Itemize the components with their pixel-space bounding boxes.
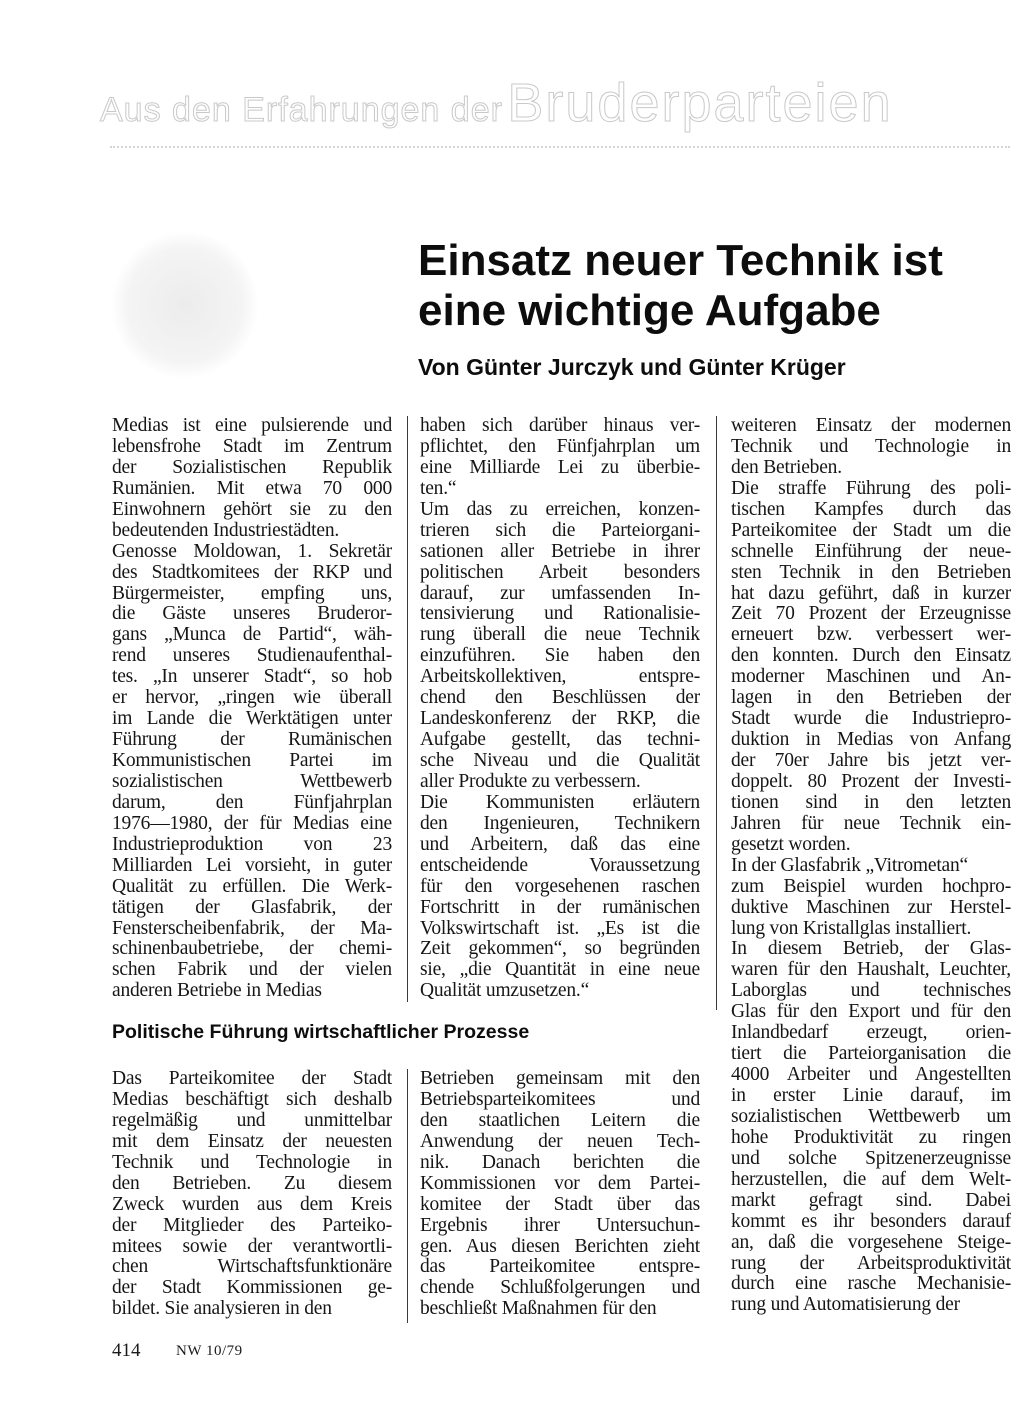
text-line: chend den Beschlüssen der <box>420 688 700 709</box>
issue-label: NW 10/79 <box>176 1343 243 1359</box>
text-line: den Betrieben. Zu diesem <box>112 1173 392 1194</box>
text-column-1 <box>112 416 392 1002</box>
text-line: In der Glasfabrik „Vitrometan“ <box>731 854 969 876</box>
text-column-4 <box>112 1069 392 1320</box>
text-line: Rumänien. Mit etwa 70 000 <box>112 478 392 499</box>
text-line: mitees sowie der verantwortli- <box>112 1236 392 1257</box>
text-line: Zeit gekommen“, so begründen <box>420 939 700 960</box>
text-line: erneuert bzw. verbessert wer- <box>731 625 1011 646</box>
text-line: Inlandbedarf erzeugt, orien- <box>731 1023 1011 1044</box>
text-line: Bürgermeister, empfing uns, <box>112 583 392 604</box>
text-line: tätigen der Glasfabrik, der <box>112 897 392 918</box>
text-line: Fortschritt in der rumänischen <box>420 897 700 918</box>
text-line: im Lande die Werktätigen unter <box>112 709 392 730</box>
text-line: sationen aller Betriebe in ihrer <box>420 541 700 562</box>
text-line: hat dazu geführt, daß in kurzer <box>731 583 1011 604</box>
text-line: lebensfrohe Stadt im Zentrum <box>112 436 392 457</box>
text-line: duktive Maschinen zur Herstel- <box>731 897 1011 918</box>
text-line: rung und Automatisierung der <box>731 1294 960 1316</box>
text-line: Aufgabe gestellt, das techni- <box>420 730 700 751</box>
text-line: entscheidende Voraussetzung <box>420 855 700 876</box>
text-line: sozialistischen Wettbewerb <box>112 771 392 792</box>
text-line: pflichtet, den Fünfjahrplan um <box>420 436 700 457</box>
text-line: die Gäste unseres Bruderor- <box>112 604 392 625</box>
text-line: tensivierung und Rationalisie- <box>420 604 700 625</box>
text-line: rung der Arbeitsproduktivität <box>731 1253 1011 1274</box>
text-line: Betriebsparteikomitees und <box>420 1089 700 1110</box>
text-line: rend unseres Studienaufenthal- <box>112 646 392 667</box>
page-number: 414 <box>112 1340 141 1361</box>
text-line: Genosse Moldowan, 1. Sekretär <box>112 541 392 562</box>
text-line: das Parteikomitee entspre- <box>420 1257 700 1278</box>
text-line: hohe Produktivität zu ringen <box>731 1127 1011 1148</box>
text-line: Anwendung der neuen Tech- <box>420 1131 700 1152</box>
text-line: weiteren Einsatz der modernen <box>731 416 1011 436</box>
text-line: darum, den Fünfjahrplan <box>112 792 392 813</box>
text-line: anderen Betriebe in Medias <box>112 980 322 1002</box>
text-line: des Stadtkomitees der RKP und <box>112 562 392 583</box>
text-line: den Betrieben. <box>731 456 842 478</box>
text-line: sche Niveau und die Qualität <box>420 751 700 771</box>
text-line: der Sozialistischen Republik <box>112 457 392 478</box>
section-header-big: Bruderparteien <box>507 73 893 133</box>
text-line: der Mitglieder des Parteiko- <box>112 1215 392 1236</box>
column-rule-1 <box>407 416 408 1002</box>
text-line: Arbeitskollektiven, entspre- <box>420 667 700 688</box>
text-line: tes. „In unserer Stadt“, so hob <box>112 667 392 688</box>
text-line: in erster Linie darauf, im <box>731 1086 1011 1106</box>
text-column-2 <box>420 416 700 1002</box>
text-line: politischen Arbeit besonders <box>420 562 700 583</box>
text-line: Landeskonferenz der RKP, die <box>420 709 700 730</box>
text-line: bildet. Sie analysieren in den <box>112 1298 332 1320</box>
text-line: Medias ist eine pulsierende und <box>112 416 392 436</box>
text-line: gen. Aus diesen Berichten zieht <box>420 1236 700 1257</box>
text-line: sozialistischen Wettbewerb um <box>731 1106 1011 1127</box>
text-line: 4000 Arbeiter und Angestellten <box>731 1065 1011 1086</box>
text-line: Glas für den Export und für den <box>731 1002 1011 1023</box>
subheading: Politische Führung wirtschaftlicher Prozesse <box>112 1021 530 1043</box>
text-line: gesetzt worden. <box>731 833 851 855</box>
text-line: Qualität zu erfüllen. Die Werk- <box>112 876 392 897</box>
faded-emblem-logo <box>112 232 258 378</box>
text-line: Ergebnis ihrer Untersuchun- <box>420 1215 700 1236</box>
text-line: markt gefragt sind. Dabei <box>731 1190 1011 1211</box>
text-line: Industrieproduktion von 23 <box>112 834 392 855</box>
text-line: Stadt wurde die Industriepro- <box>731 709 1011 730</box>
text-line: duktion in Medias von Anfang <box>731 730 1011 751</box>
text-line: bedeutenden Industriestädten. <box>112 519 340 541</box>
text-line: Parteikomitee der Stadt um die <box>731 520 1011 541</box>
text-column-5 <box>420 1069 700 1320</box>
text-line: Fensterscheibenfabrik, der Ma- <box>112 918 392 939</box>
text-line: Die Kommunisten erläutern <box>420 792 700 813</box>
text-line: Zeit 70 Prozent der Erzeugnisse <box>731 604 1011 625</box>
text-line: durch eine rasche Mechanisie- <box>731 1274 1011 1295</box>
text-line: trieren sich die Parteiorgani- <box>420 520 700 541</box>
section-header-small: Aus den Erfahrungen der <box>100 91 503 129</box>
text-line: Das Parteikomitee der Stadt <box>112 1069 392 1089</box>
text-line: aller Produkte zu verbessern. <box>420 770 641 792</box>
text-line: den Ingenieuren, Technikern <box>420 813 700 834</box>
text-line: Jahren für neue Technik ein- <box>731 813 1011 834</box>
text-line: schnelle Einführung der neue- <box>731 541 1011 562</box>
text-line: chende Schlußfolgerungen und <box>420 1278 700 1299</box>
text-line: den konnten. Durch den Einsatz <box>731 646 1011 667</box>
text-line: gans „Munca de Partid“, wäh- <box>112 625 392 646</box>
text-line: nik. Danach berichten die <box>420 1152 700 1173</box>
text-line: haben sich darüber hinaus ver- <box>420 416 700 436</box>
text-line: schinenbaubetriebe, der chemi- <box>112 939 392 960</box>
title-line-1: Einsatz neuer Technik ist <box>418 236 943 285</box>
text-line: moderner Maschinen und An- <box>731 667 1011 688</box>
text-line: zum Beispiel wurden hochpro- <box>731 876 1011 897</box>
text-line: Qualität umzusetzen.“ <box>420 980 590 1002</box>
text-line: der 70er Jahre bis jetzt ver- <box>731 751 1011 771</box>
text-line: In diesem Betrieb, der Glas- <box>731 939 1011 960</box>
text-line: tischen Kampfes durch das <box>731 499 1011 520</box>
text-line: Laborglas und technisches <box>731 981 1011 1002</box>
text-line: Zweck wurden aus dem Kreis <box>112 1194 392 1215</box>
text-line: tionen sind in den letzten <box>731 792 1011 813</box>
text-line: und Arbeitern, daß das eine <box>420 834 700 855</box>
text-line: für den vorgesehenen raschen <box>420 876 700 897</box>
text-line: Betrieben gemeinsam mit den <box>420 1069 700 1089</box>
text-line: Milliarden Lei vorsieht, in guter <box>112 855 392 876</box>
text-line: tiert die Parteiorganisation die <box>731 1044 1011 1065</box>
text-line: er hervor, „ringen wie überall <box>112 688 392 709</box>
text-line: eine Milliarde Lei zu überbie- <box>420 457 700 478</box>
text-line: sten Technik in den Betrieben <box>731 562 1011 583</box>
text-line: Kommunistischen Partei im <box>112 751 392 771</box>
byline: Von Günter Jurczyk und Günter Krüger <box>418 354 846 380</box>
text-line: den staatlichen Leitern die <box>420 1110 700 1131</box>
text-line: Kommissionen vor dem Partei- <box>420 1173 700 1194</box>
text-line: komitee der Stadt über das <box>420 1194 700 1215</box>
text-line: sie, „die Quantität in eine neue <box>420 960 700 981</box>
text-line: regelmäßig und unmittelbar <box>112 1110 392 1131</box>
text-line: herzustellen, die auf dem Welt- <box>731 1169 1011 1190</box>
text-line: beschließt Maßnahmen für den <box>420 1298 657 1320</box>
text-line: lagen in den Betrieben der <box>731 688 1011 709</box>
text-line: mit dem Einsatz der neuesten <box>112 1131 392 1152</box>
text-line: lung von Kristallglas installiert. <box>731 917 972 939</box>
text-line: Die straffe Führung des poli- <box>731 478 1011 499</box>
text-column-3 <box>731 416 1011 1316</box>
text-line: Einwohnern gehört sie zu den <box>112 499 392 520</box>
text-line: waren für den Haushalt, Leuchter, <box>731 960 1011 981</box>
text-line: Führung der Rumänischen <box>112 730 392 751</box>
text-line: Technik und Technologie in <box>112 1152 392 1173</box>
article-title <box>418 236 1018 336</box>
title-line-2: eine wichtige Aufgabe <box>418 286 881 335</box>
text-line: ten.“ <box>420 477 457 499</box>
column-rule-3 <box>407 1069 408 1323</box>
header-rule <box>110 146 1010 148</box>
section-header <box>100 72 1010 132</box>
text-line: Volkswirtschaft ist. „Es ist die <box>420 918 700 939</box>
text-line: an, daß die vorgesehene Steige- <box>731 1232 1011 1253</box>
text-line: der Stadt Kommissionen ge- <box>112 1278 392 1299</box>
text-line: einzuführen. Sie haben den <box>420 646 700 667</box>
column-rule-2 <box>716 416 717 1010</box>
text-line: doppelt. 80 Prozent der Investi- <box>731 771 1011 792</box>
text-line: schen Fabrik und der vielen <box>112 960 392 981</box>
text-line: Technik und Technologie in <box>731 436 1011 457</box>
text-line: darauf, zur umfassenden In- <box>420 583 700 604</box>
text-line: und solche Spitzenerzeugnisse <box>731 1148 1011 1169</box>
text-line: Medias beschäftigt sich deshalb <box>112 1089 392 1110</box>
text-line: chen Wirtschaftsfunktionäre <box>112 1257 392 1278</box>
text-line: 1976—1980, der für Medias eine <box>112 813 392 834</box>
text-line: rung überall die neue Technik <box>420 625 700 646</box>
text-line: kommt es ihr besonders darauf <box>731 1211 1011 1232</box>
text-line: Um das zu erreichen, konzen- <box>420 499 700 520</box>
